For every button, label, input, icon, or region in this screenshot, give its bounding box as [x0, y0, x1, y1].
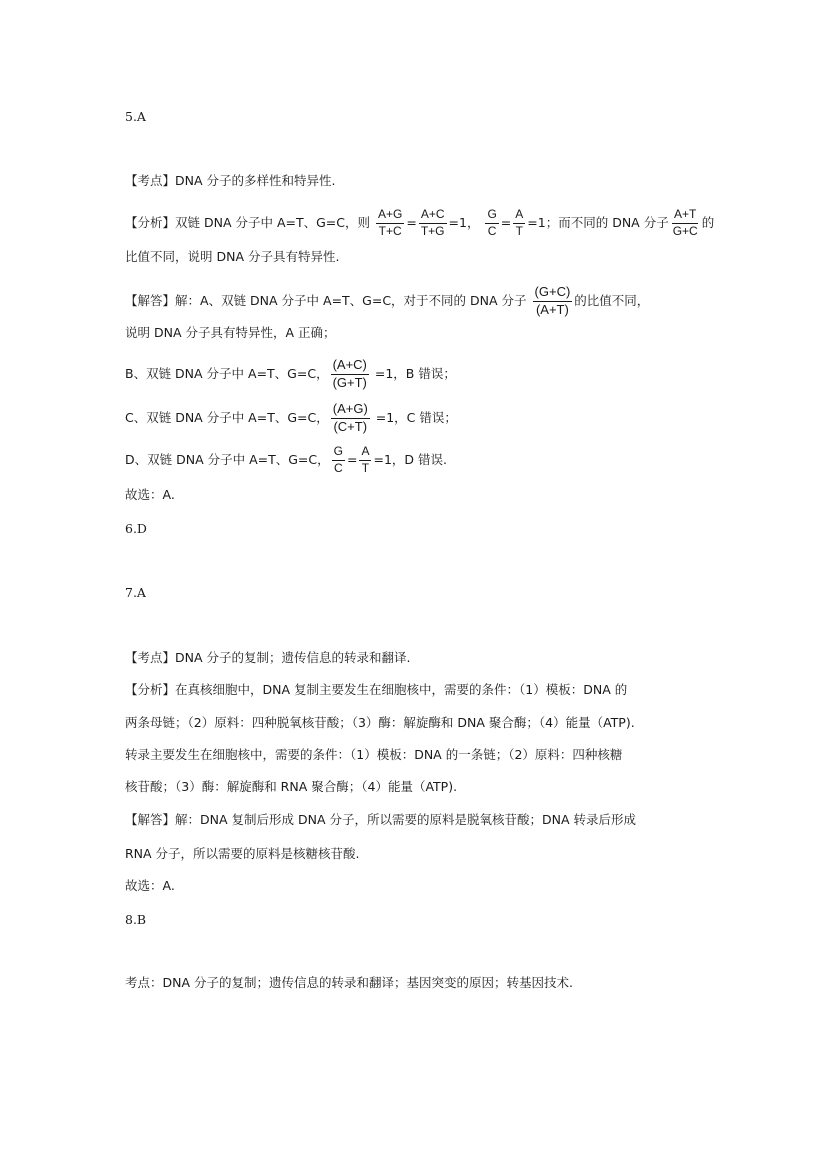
fraction-b: $\frac{(A+C)}{(G+T)}$ — [332, 357, 367, 390]
q7-fenxi-line1: 【分析】在真核细胞中，DNA 复制主要发生在细胞核中，需要的条件：（1）模板：DNA 的 — [125, 682, 628, 697]
fraction-gc-at: $\frac{(G+C)}{(A+T)}$ — [534, 284, 571, 317]
fraction-d-at: $\frac{A}{T}$ — [361, 444, 370, 475]
fraction-g-c: $\frac{G}{C}$ — [487, 207, 497, 238]
fraction-d-gc: $\frac{G}{C}$ — [333, 444, 343, 475]
kaodian-tag: 【考点】 — [125, 173, 176, 188]
jieda-tag: 【解答】 — [125, 292, 176, 308]
fenxi-tag: 【分析】 — [125, 682, 176, 697]
q5-fenxi-line1: 【分析】双链 DNA 分子中 A=T、G=C，则 $\frac{A+G}{T+C}$ = $\frac{A+C}{T+G}$ =1， $\frac{G}{C}$ = $\frac{A}{T}$ =1；而不同的 DNA 分子 $\frac{A+T}{G+C}$ 的 — [125, 207, 715, 238]
fraction-at-gc: $\frac{A+T}{G+C}$ — [672, 207, 698, 238]
q8-answer: 8.B — [125, 912, 147, 927]
q7-fenxi-line4: 核苷酸；（3）酶：解旋酶和 RNA 聚合酶；（4）能量（ATP). — [125, 779, 458, 794]
q7-kaodian: 【考点】DNA 分子的复制；遗传信息的转录和翻译. — [125, 650, 411, 665]
jieda-tag: 【解答】 — [125, 812, 176, 827]
q5-option-d: D、双链 DNA 分子中 A=T、G=C， $\frac{G}{C}$ = $\frac{A}{T}$ =1，D 错误. — [125, 444, 447, 475]
q6-answer: 6.D — [125, 521, 147, 536]
fraction-a-t: $\frac{A}{T}$ — [515, 207, 524, 238]
fraction-c: $\frac{(A+G)}{(C+T)}$ — [332, 401, 368, 434]
q5-option-c: C、双链 DNA 分子中 A=T、G=C， $\frac{(A+G)}{(C+T)}$ =1，C 错误； — [125, 401, 457, 434]
q5-option-b: B、双链 DNA 分子中 A=T、G=C， $\frac{(A+C)}{(G+T)}$ =1，B 错误； — [125, 357, 456, 390]
q7-answer: 7.A — [125, 585, 146, 600]
fenxi-text: 双链 DNA 分子中 A=T、G=C，则 — [175, 214, 371, 230]
q7-jieda-line2: RNA 分子，所以需要的原料是核糖核苷酸. — [125, 846, 360, 861]
q5-fenxi-line2: 比值不同，说明 DNA 分子具有特异性. — [125, 249, 340, 264]
q5-jieda-line2: 说明 DNA 分子具有特异性，A 正确； — [125, 325, 336, 340]
kaodian-text: DNA 分子的多样性和特异性. — [175, 173, 336, 188]
q5-answer: 5.A — [125, 109, 146, 124]
fraction-ac-tg: $\frac{A+C}{T+G}$ — [420, 207, 445, 238]
q7-fenxi-line3: 转录主要发生在细胞核中，需要的条件：（1）模板：DNA 的一条链；（2）原料：四种核糖 — [125, 747, 623, 762]
fraction-ag-tc: $\frac{A+G}{T+C}$ — [378, 207, 403, 238]
q7-guxuan: 故选：A. — [125, 878, 175, 893]
kaodian-tag: 【考点】 — [125, 650, 176, 665]
q8-kaodian: 考点：DNA 分子的复制；遗传信息的转录和翻译；基因突变的原因；转基因技术. — [125, 975, 573, 990]
q5-jieda-line1: 【解答】解：A、双链 DNA 分子中 A=T、G=C，对于不同的 DNA 分子 $\frac{(G+C)}{(A+T)}$ 的比值不同， — [125, 284, 650, 317]
q5-guxuan: 故选：A. — [125, 487, 175, 502]
q7-fenxi-line2: 两条母链；（2）原料：四种脱氧核苷酸；（3）酶：解旋酶和 DNA 聚合酶；（4）能量（ATP). — [125, 715, 635, 730]
fenxi-tag: 【分析】 — [125, 214, 176, 230]
q5-kaodian — [125, 175, 336, 188]
q7-jieda-line1: 【解答】解：DNA 复制后形成 DNA 分子，所以需要的原料是脱氧核苷酸；DNA 转录后形成 — [125, 812, 636, 827]
